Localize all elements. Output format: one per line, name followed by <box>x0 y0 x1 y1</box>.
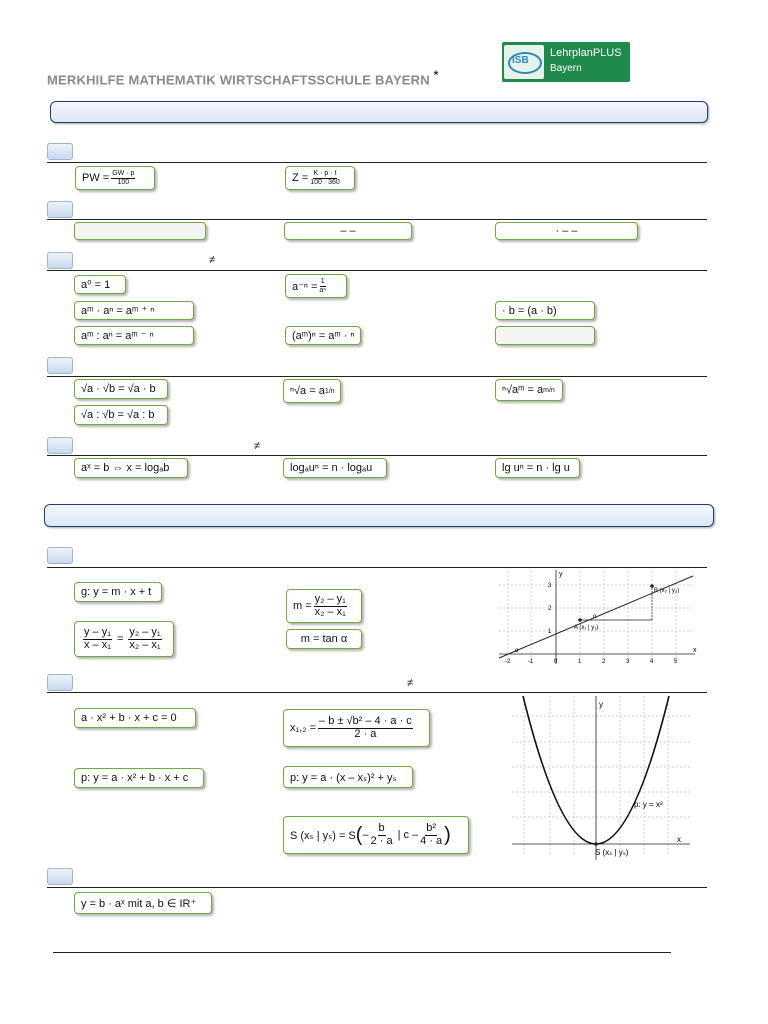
y-axis-label: y <box>599 700 603 709</box>
equals: = <box>116 633 124 645</box>
neq-sign: ≠ <box>407 677 414 689</box>
ratio-right-num: y₂ – y₁ <box>129 625 161 638</box>
separator: | <box>397 829 401 841</box>
ratio-left-den: x – x₁ <box>84 638 111 651</box>
quad-fraction <box>318 716 413 740</box>
pow-neg-den: aⁿ <box>319 286 326 294</box>
point-b-label: B (x₂ | y₂) <box>654 588 680 594</box>
title-text: MERKHILFE MATHEMATIK WIRTSCHAFTSSCHULE BAYERN <box>47 72 430 88</box>
ratio-right-den: x₂ – x₁ <box>129 638 161 651</box>
formula-box-ratio <box>74 621 174 657</box>
pow-neg-lhs: a⁻ⁿ = <box>292 280 318 293</box>
parabola-vertex-text: p: y = a · (x – xₛ)² + yₛ <box>290 771 397 784</box>
vertex-b-num: b <box>378 821 385 834</box>
formula-box-z <box>285 166 355 190</box>
divider <box>47 162 707 163</box>
parabola-label: p: y = x² <box>634 800 663 809</box>
vertex-label: S (xₛ | yₛ) <box>595 848 629 857</box>
formula-box-log-def <box>74 458 188 478</box>
ratio-left-num: y – y₁ <box>84 625 111 638</box>
z-lhs: Z = <box>292 172 309 184</box>
x-tick-labels <box>505 659 678 665</box>
divider <box>47 887 707 888</box>
quad-den: 2 · a <box>354 727 377 740</box>
quad-eq-text: a · x² + b · x + c = 0 <box>81 712 177 724</box>
root-nth-m-exp: m/n <box>543 386 555 394</box>
formula-box-pow-div <box>74 326 194 345</box>
vertex-lhs: S (xₛ | yₛ) = S <box>290 829 356 842</box>
log-pow-text: logₐuⁿ = n · logₐu <box>290 462 373 474</box>
formula-box-root-nth <box>283 379 341 403</box>
pow-neg-fraction <box>319 278 325 294</box>
slope-den: x₂ – x₁ <box>314 605 346 618</box>
formula-box-pow-prod <box>495 301 595 320</box>
point-a <box>578 618 582 622</box>
root-mult-text: √a · √b = √a · b <box>81 383 156 395</box>
formula-box-lg-pow <box>495 458 580 478</box>
pow-neg-num: 1 <box>320 278 325 286</box>
log-def-text: aˣ = b ⇔ x = logₐb <box>81 462 170 474</box>
x-tick: 0 <box>554 659 558 665</box>
exp-fn-text: y = b · aˣ mit a, b ∈ IR⁺ <box>81 897 197 910</box>
formula-box-slope <box>286 589 362 623</box>
subsection-tab <box>47 143 73 160</box>
x-axis-label: x <box>693 647 697 654</box>
formula-box-row2-c <box>495 222 638 240</box>
subsection-tab <box>47 547 73 564</box>
divider <box>47 270 707 271</box>
pow-mult-text: aᵐ · aⁿ = aᵐ ⁺ ⁿ <box>81 305 155 317</box>
y-axis-label: y <box>559 571 563 578</box>
y-tick: 3 <box>548 583 552 589</box>
z-fraction <box>310 170 340 186</box>
paren-open: ( <box>355 823 363 846</box>
formula-box-root-nth-m <box>495 379 563 401</box>
x-tick: -2 <box>505 659 511 665</box>
title-asterisk: * <box>433 68 439 82</box>
isb-logo <box>502 42 630 82</box>
z-den: 100 · 360 <box>310 178 340 186</box>
vertex-c-text: c – <box>403 829 419 841</box>
y-tick-labels <box>548 583 552 635</box>
linear-graph <box>497 568 699 668</box>
formula-box-exp <box>74 892 212 914</box>
row2-c-text: · – – <box>555 225 578 237</box>
row2-b-text: – – <box>340 225 356 237</box>
tan-text: m = tan α <box>300 633 348 645</box>
vertex-b-den: 2 · a <box>370 834 393 847</box>
vertex-point <box>594 842 598 846</box>
line-eq-text: g: y = m · x + t <box>81 586 152 598</box>
formula-box-empty <box>495 326 595 345</box>
y-tick: 1 <box>548 629 552 635</box>
pw-lhs: PW = <box>82 172 110 184</box>
x-tick: 4 <box>650 659 654 665</box>
subsection-tab <box>47 868 73 885</box>
parabola-general-text: p: y = a · x² + b · x + c <box>81 772 189 784</box>
root-nth-m-text: ⁿ√aᵐ = a <box>502 384 544 396</box>
x-tick: 1 <box>578 659 582 665</box>
y-tick: 2 <box>548 606 552 612</box>
divider <box>47 692 707 693</box>
point-a-label: A (x₁ | y₁) <box>574 625 599 631</box>
pow-div-text: aᵐ : aⁿ = aᵐ ⁻ ⁿ <box>81 330 154 342</box>
formula-box-parabola-vertex <box>283 766 413 788</box>
vertex-b-fraction <box>371 823 393 847</box>
pw-fraction <box>111 170 135 186</box>
slope-fraction <box>314 594 347 618</box>
pw-den: 100 <box>117 178 130 186</box>
formula-box-row2-b <box>284 222 412 240</box>
subsection-tab <box>47 357 73 374</box>
formula-box-empty <box>74 222 206 240</box>
formula-box-tan <box>286 629 362 649</box>
root-nth-text: ⁿ√a = a <box>290 385 325 397</box>
isb-badge-icon <box>504 45 544 79</box>
vertex-c-num: b² <box>426 821 437 834</box>
subsection-tab <box>47 437 73 454</box>
page-title <box>47 68 439 87</box>
parabola-graph <box>510 694 694 864</box>
vertex-c-den: 4 · a <box>420 834 443 847</box>
quad-num: – b ± √b² – 4 · a · c <box>319 714 412 727</box>
divider <box>47 376 707 377</box>
formula-box-pow-neg <box>285 274 347 298</box>
alpha-label-1: α <box>593 614 597 620</box>
formula-box-pow-zero <box>74 275 126 294</box>
section-header-2 <box>44 504 714 527</box>
ratio-left <box>83 627 112 651</box>
pow-pow-text: (aᵐ)ⁿ = aᵐ · ⁿ <box>292 329 355 342</box>
logo-line1: LehrplanPLUS <box>550 47 622 59</box>
section-header-1 <box>50 101 708 123</box>
root-div-text: √a : √b = √a : b <box>81 409 155 421</box>
alpha-label-2: α <box>515 648 519 654</box>
pw-num: GW · p <box>112 170 135 178</box>
root-nth-exp: 1/n <box>324 387 335 395</box>
formula-box-quad-eq <box>74 708 196 728</box>
x-tick: 2 <box>602 659 606 665</box>
pow-prod-text: · b = (a · b) <box>502 304 557 317</box>
neq-sign: ≠ <box>209 254 216 266</box>
slope-num: y₂ – y₁ <box>314 592 346 605</box>
z-num: K · p · t <box>313 170 337 178</box>
formula-box-pow-mult <box>74 301 194 320</box>
divider <box>47 455 707 456</box>
formula-box-parabola-general <box>74 768 204 788</box>
x-tick: 3 <box>626 659 630 665</box>
neq-sign: ≠ <box>254 440 261 452</box>
subsection-tab <box>47 674 73 691</box>
slope-lhs: m = <box>293 600 312 612</box>
footer-divider <box>53 952 671 953</box>
formula-box-root-div <box>74 405 168 425</box>
formula-box-pw <box>75 166 155 190</box>
subsection-tab <box>47 252 73 269</box>
quad-lhs: x₁,₂ = <box>290 722 317 734</box>
pow-zero-text: a⁰ = 1 <box>81 279 111 291</box>
formula-box-root-mult <box>74 379 168 399</box>
vertex-c-fraction <box>420 823 442 847</box>
x-tick: -1 <box>528 659 534 665</box>
formula-box-line-eq <box>74 582 162 602</box>
formula-box-pow-pow <box>285 326 361 345</box>
divider <box>47 219 707 220</box>
subsection-tab <box>47 201 73 218</box>
x-tick: 5 <box>674 659 678 665</box>
x-axis-label: x <box>677 835 681 844</box>
logo-line2: Bayern <box>550 63 582 74</box>
paren-close: ) <box>444 823 451 846</box>
ratio-right <box>128 627 161 651</box>
lg-pow-text: lg uⁿ = n · lg u <box>502 462 570 474</box>
formula-box-log-pow <box>283 458 387 478</box>
logo-abbr: ISB <box>512 55 529 66</box>
formula-box-vertex <box>283 816 469 854</box>
minus-sign: – <box>362 829 369 841</box>
formula-box-quad-formula <box>283 709 430 747</box>
